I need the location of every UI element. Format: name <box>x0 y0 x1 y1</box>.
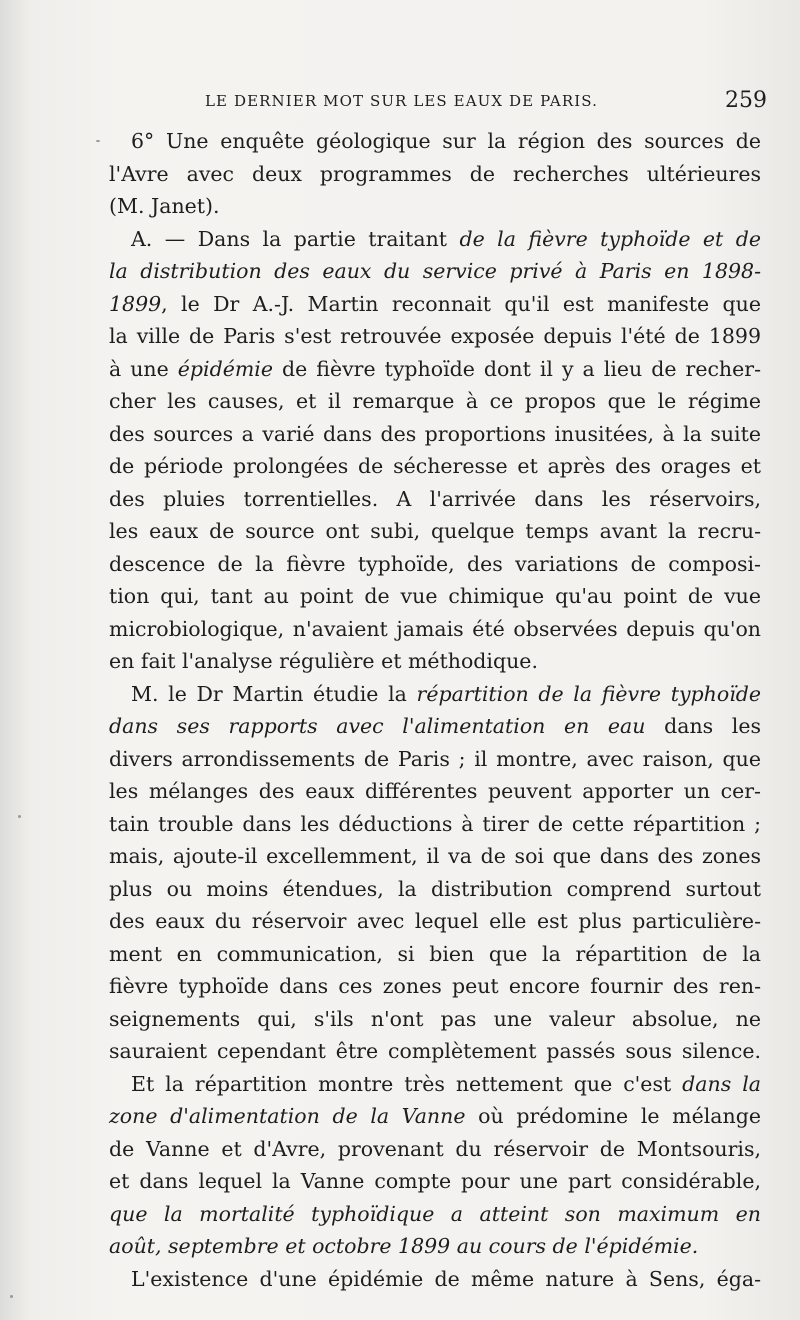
text-line <box>109 515 761 548</box>
text-line <box>109 873 761 906</box>
text-span: des pluies torrentielles. A l'arrivée dans les réservoirs, <box>109 486 761 511</box>
text-span: à une <box>109 356 178 381</box>
text-line <box>109 710 761 743</box>
text-span: (M. Janet). <box>109 194 220 218</box>
text-span: de Vanne et d'Avre, provenant du réservoir de Montsouris, <box>109 1136 761 1161</box>
text-line <box>109 1230 761 1263</box>
text-span: mais, ajoute-il excellemment, il va de soi que dans des zones <box>109 844 761 868</box>
text-line <box>109 190 761 223</box>
text-line <box>109 1068 761 1101</box>
text-line <box>109 125 761 158</box>
text-span: tain trouble dans les déductions à tirer de cette répartition ; <box>109 811 761 836</box>
text-span: divers arrondissements de Paris ; il montre, avec raison, que <box>109 746 761 771</box>
text-span: de période prolongées de sécheresse et après des orages et <box>109 454 761 478</box>
italic-text: août, septembre et octobre 1899 au cours de l'épidémie. <box>109 1234 699 1258</box>
text-line <box>109 288 761 321</box>
text-span: ment en communication, si bien que la répartition de la <box>109 941 761 966</box>
text-span: plus ou moins étendues, la distribution comprend surtout <box>109 876 761 901</box>
text-line <box>109 645 761 678</box>
text-line <box>109 1263 761 1296</box>
text-line <box>109 970 761 1003</box>
text-line <box>109 385 761 418</box>
text-line <box>109 1198 761 1231</box>
text-span: A. — Dans la partie traitant <box>131 226 460 251</box>
text-span: les mélanges des eaux différentes peuvent apporter un cer- <box>109 779 761 803</box>
text-line <box>109 1035 761 1068</box>
italic-text: dans la <box>682 1071 761 1096</box>
text-span: sauraient cependant être complètement passés sous silence. <box>109 1039 761 1063</box>
running-title: LE DERNIER MOT SUR LES EAUX DE PARIS. <box>205 92 598 110</box>
text-line <box>109 1003 761 1036</box>
text-span: tion qui, tant au point de vue chimique qu'au point de vue <box>109 584 761 608</box>
page-number: 259 <box>725 88 767 113</box>
italic-text: répartition de la fièvre typhoïde <box>416 681 761 706</box>
italic-text: 1899 <box>109 291 162 316</box>
text-span: dans les <box>645 714 762 738</box>
text-span: où prédomine le mélange <box>465 1104 761 1128</box>
body-text <box>109 125 761 1295</box>
text-span: cher les causes, et il remarque à ce propos que le régime <box>109 389 761 413</box>
text-span: Et la répartition montre très nettement que c'est <box>131 1071 683 1096</box>
text-span: descence de la fièvre typhoïde, des variations de composi- <box>109 551 761 576</box>
text-span: des sources a varié dans des proportions inusitées, à la suite <box>109 421 761 446</box>
text-span: l'Avre avec deux programmes de recherches ultérieures <box>109 161 761 186</box>
text-span: les eaux de source ont subi, quelque temps avant la recru- <box>109 519 761 543</box>
text-line <box>109 418 761 451</box>
italic-text: zone d'alimentation de la Vanne <box>109 1104 466 1128</box>
running-header <box>205 90 767 116</box>
text-line <box>109 1100 761 1133</box>
text-span: en fait l'analyse régulière et méthodique. <box>109 649 538 673</box>
text-line <box>109 255 761 288</box>
text-line <box>109 483 761 516</box>
text-span: 6° Une enquête géologique sur la région des sources de <box>131 129 761 153</box>
text-line <box>109 158 761 191</box>
text-line <box>109 450 761 483</box>
text-line <box>109 1165 761 1198</box>
italic-text: dans ses rapports avec l'alimentation en eau <box>109 714 646 738</box>
text-line <box>109 580 761 613</box>
italic-text: que la mortalité typhoïdique a atteint son maximum en <box>109 1201 761 1226</box>
text-span: des eaux du réservoir avec lequel elle est plus particulière- <box>109 909 761 933</box>
text-line <box>109 743 761 776</box>
text-span: fièvre typhoïde dans ces zones peut encore fournir des ren- <box>109 974 761 998</box>
text-span: microbiologique, n'avaient jamais été observées depuis qu'on <box>109 616 761 641</box>
text-line <box>109 808 761 841</box>
text-line <box>109 353 761 386</box>
text-line <box>109 678 761 711</box>
text-line <box>109 548 761 581</box>
italic-text: épidémie <box>177 356 273 381</box>
text-line <box>109 775 761 808</box>
text-line <box>109 938 761 971</box>
italic-text: la distribution des eaux du service privé à Paris en 1898- <box>109 259 761 283</box>
text-line <box>109 320 761 353</box>
text-line <box>109 1133 761 1166</box>
text-line <box>109 223 761 256</box>
text-span: L'existence d'une épidémie de même nature à Sens, éga- <box>131 1266 761 1291</box>
text-line <box>109 613 761 646</box>
text-span: la ville de Paris s'est retrouvée exposée depuis l'été de 1899 <box>109 324 761 348</box>
text-span: , le Dr A.-J. Martin reconnait qu'il est manifeste que <box>161 291 761 316</box>
text-span: et dans lequel la Vanne compte pour une part considérable, <box>109 1169 761 1193</box>
italic-text: de la fièvre typhoïde et de <box>459 226 761 251</box>
text-span: de fièvre typhoïde dont il y a lieu de recher- <box>273 356 761 381</box>
text-span: seignements qui, s'ils n'ont pas une valeur absolue, ne <box>109 1006 761 1031</box>
text-span: M. le Dr Martin étudie la <box>131 681 417 706</box>
text-line <box>109 840 761 873</box>
text-line <box>109 905 761 938</box>
